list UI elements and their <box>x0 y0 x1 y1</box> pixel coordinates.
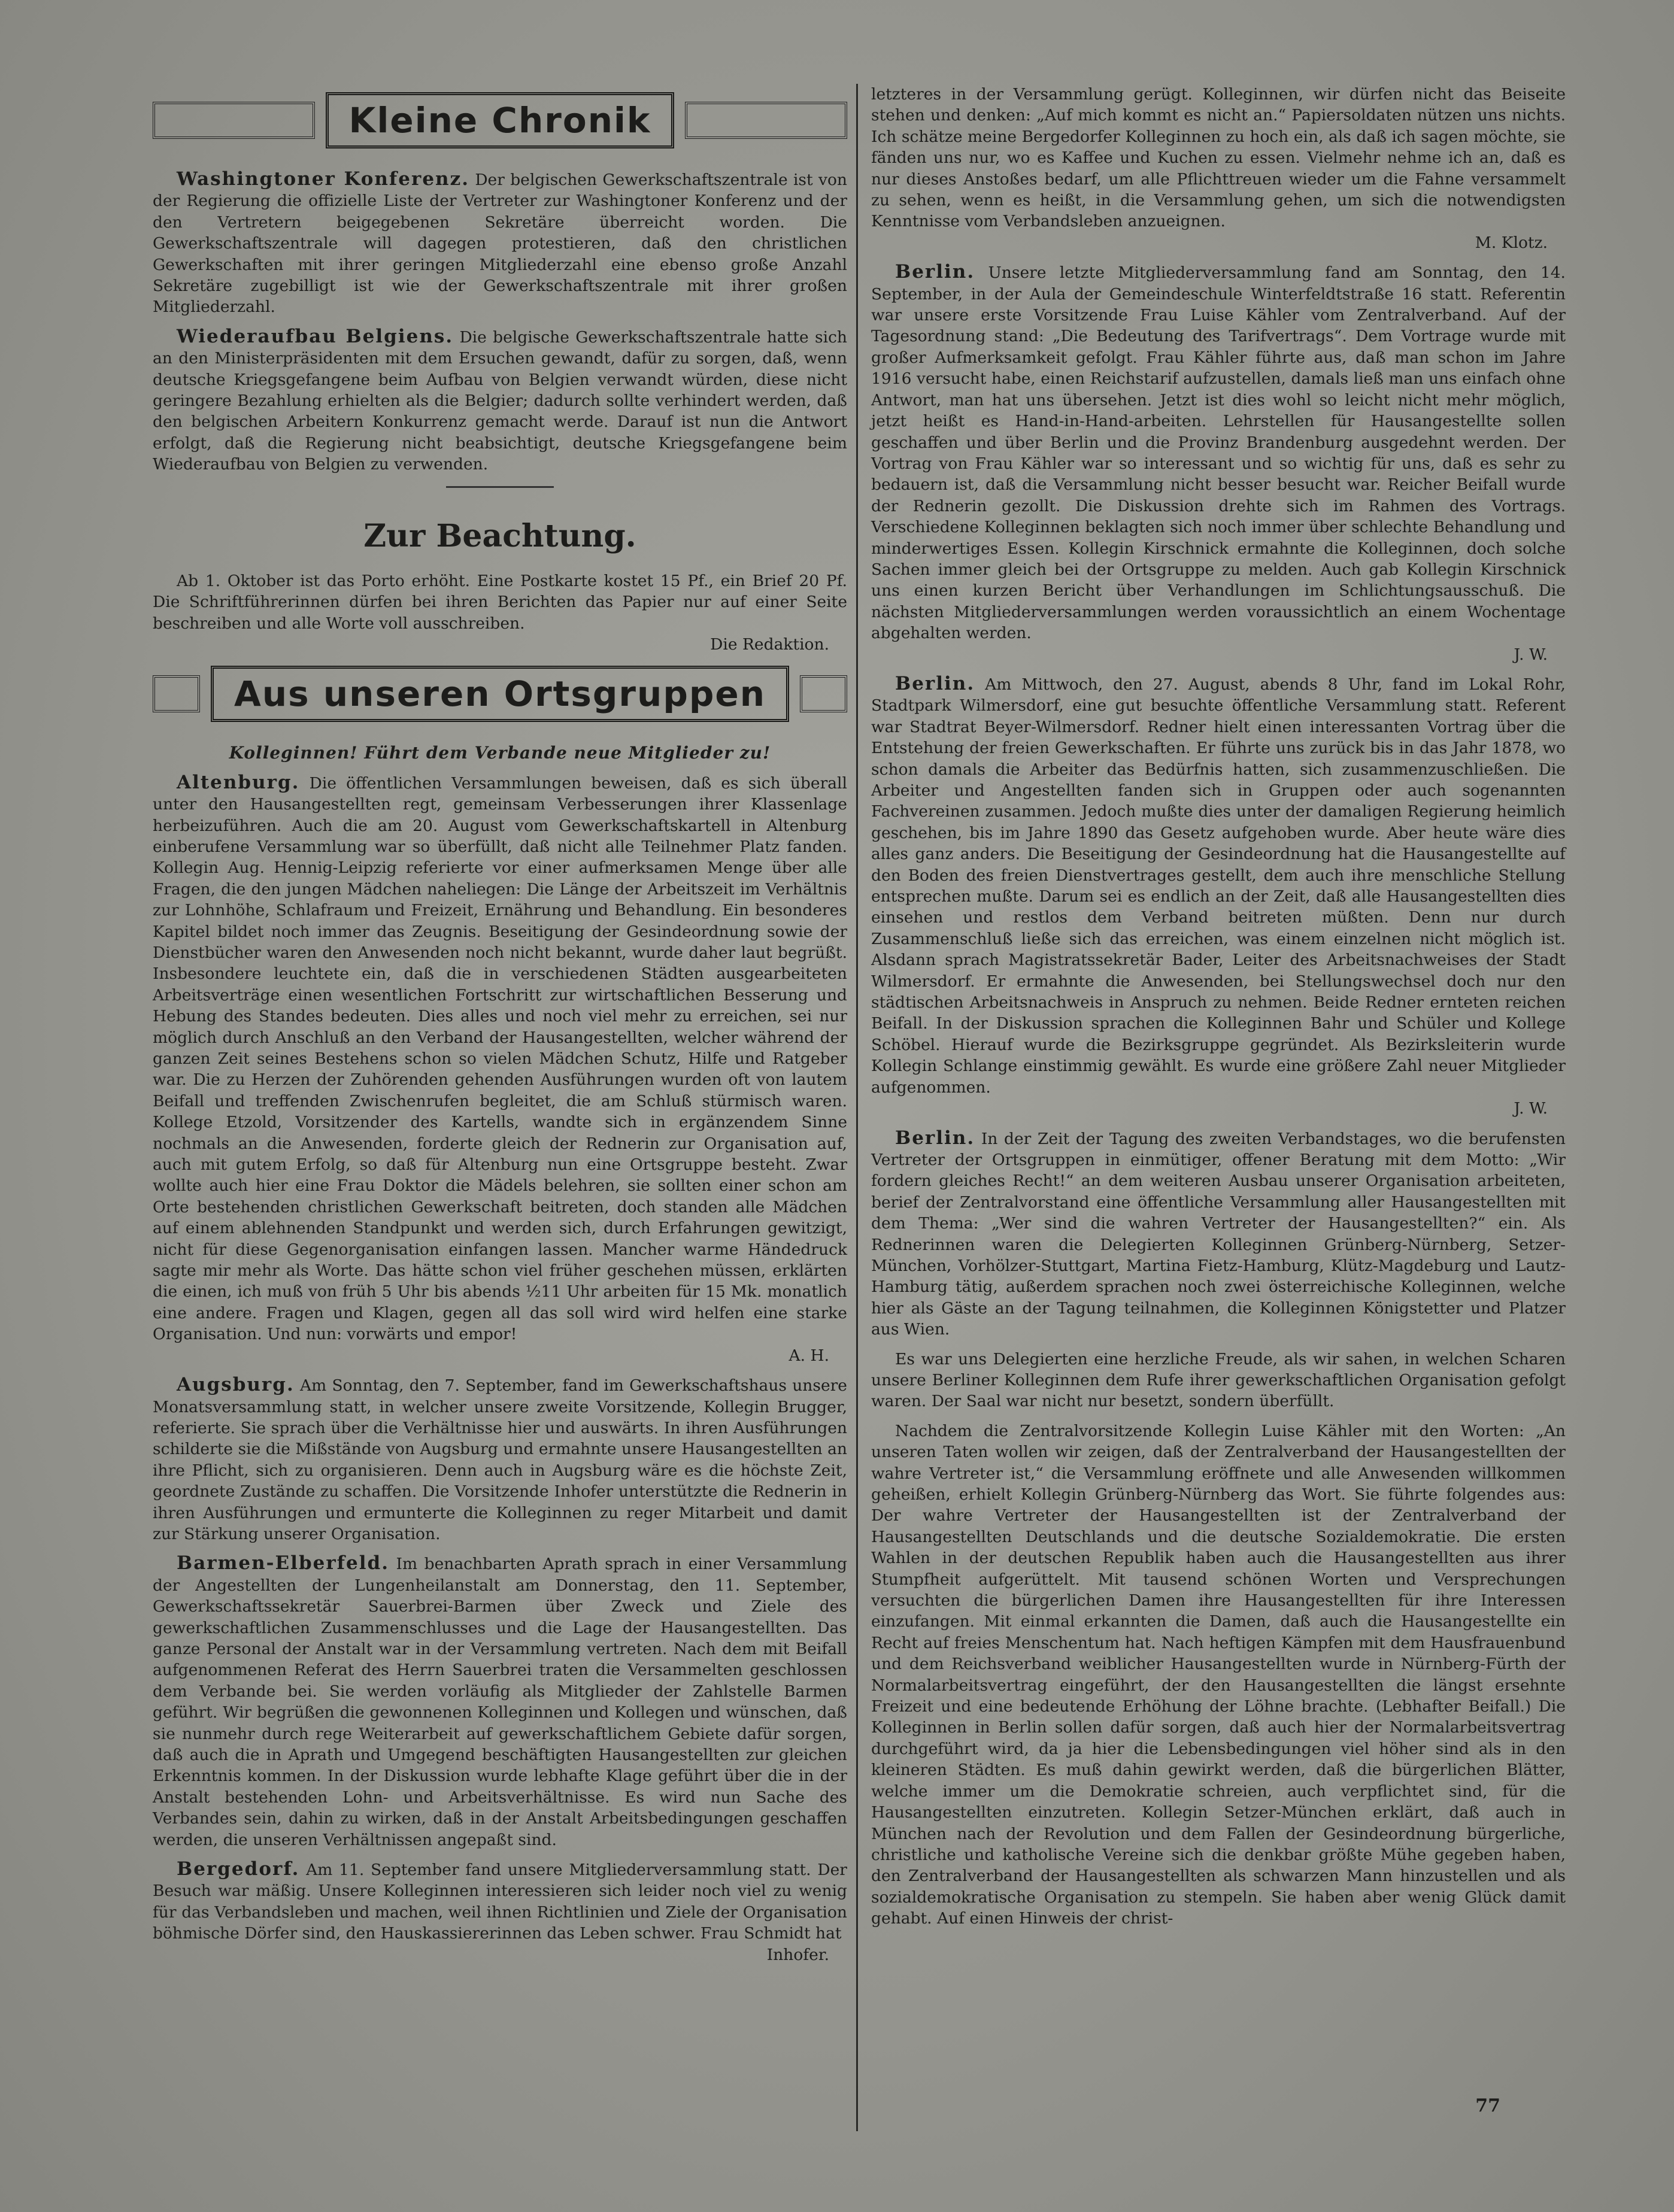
report-bergedorf-lead: Bergedorf. <box>177 1858 300 1880</box>
chronik-washington <box>153 169 847 318</box>
report-bergedorf <box>153 1859 847 1965</box>
report-altenburg-lead: Altenburg. <box>177 771 300 793</box>
report-berlin-1-text: Unsere letzte Mitgliederversammlung fand am Sonntag, den 14. September, in der Aula der Gemeindeschule Winterfeldtstraße 16 statt. Referentin war unsere erste Vorsitzende Frau Luise Kähler vom Zentralverband. Auf der Tagesordnung stand: „Die Bedeutung des Tarifvertrags“. Dem Vortrage wurde mit großer Aufmerksamkeit gefolgt. Frau Kähler führte aus, daß man schon im Jahre 1916 versucht habe, einen Reichstarif aufzustellen, damals ließ man uns einfach ohne Antwort, man hat uns übersehen. Jetzt ist dies wohl so leicht nicht mehr möglich, jetzt heißt es Hand-in-Hand-arbeiten. Lehrstellen für Hausangestellte sollen geschaffen und über Berlin und die Provinz Brandenburg ausgedehnt werden. Der Vortrag von Frau Kähler war so interessant und so wichtig für uns, daß es sehr zu bedauern ist, daß die Versammlung nicht besser besucht war. Reicher Beifall wurde der Rednerin gezollt. Die Diskussion drehte sich im Rahmen des Vortrags. Verschiedene Kolleginnen beklagten sich noch immer über schlechte Behandlung und minderwertiges Essen. Kollegin Kirschnick ermahnte die Kolleginnen, doch solche Sachen immer gleich bei der Ortsgruppe zu melden. Auch gab Kollegin Kirschnick uns einen kurzen Bericht über Verhandlungen im Schlichtungsausschuß. Die nächsten Mitgliederversammlungen werden voraussichtlich an einem Wochentage abgehalten werden. <box>871 263 1566 643</box>
report-bergedorf-cont-signature: M. Klotz. <box>1475 233 1548 252</box>
report-berlin-1 <box>871 262 1566 665</box>
column-divider <box>856 84 858 2131</box>
banner-ornament-left <box>153 102 315 139</box>
report-berlin-1-signature: J. W. <box>1514 645 1548 664</box>
page-number: 77 <box>1475 2095 1500 2116</box>
chronik-washington-lead: Washingtoner Konferenz. <box>177 168 469 190</box>
report-bergedorf-cont-text: letzteres in der Versammlung gerügt. Kolleginnen, wir dürfen nicht das Beiseite stehen und denken: „Auf mich kommt es nicht an.“ Papiersoldaten nützen uns nichts. Ich schätze meine Bergedorfer Kolleginnen zu hoch ein, als daß ich sagen möchte, sie fänden uns nur, wo es Kaffee und Kuchen zu essen. Vielmehr nehme ich an, daß es nur dieses Anstoßes bedarf, um alle Pflichttreuen wieder um die Fahne versammelt zu sehen, wenn es heißt, in die Versammlung gehen, um sich die notwendigsten Kenntnisse vom Verbandsleben anzueignen. <box>871 85 1566 231</box>
report-barmen <box>153 1553 847 1850</box>
report-berlin-2 <box>871 673 1566 1119</box>
beachtung-signature: Die Redaktion. <box>710 635 829 654</box>
report-altenburg-text: Die öffentlichen Versammlungen beweisen, daß es sich überall unter den Hausangestellten regt, gemeinsam Verbesserungen ihrer Klassenlage herbeizuführen. Auch die am 20. August vom Gewerkschaftskartell in Altenburg einberufene Versammlung war so überfüllt, daß nicht alle Teilnehmer Platz fanden. Kollegin Aug. Hennig-Leipzig referierte vor einer aufmerksamen Menge über alle Fragen, die den jungen Mädchen naheliegen: Die Länge der Arbeitszeit im Verhältnis zur Lohnhöhe, Schlafraum und Freizeit, Ernährung und Behandlung. Ein besonderes Kapitel bildet noch immer das Zeugnis. Beseitigung der Gesindeordnung sowie der Dienstbücher waren den Anwesenden noch nicht bekannt, wurde daher laut begrüßt. Insbesondere leuchtete ein, daß die in verschiedenen Städten ausgearbeiteten Arbeitsverträge einen wesentlichen Fortschritt zur wirtschaftlichen Besserung und Hebung des Standes bedeuten. Dies alles und noch viel mehr zu erreichen, sei nur möglich durch Anschluß an den Verband der Hausangestellten, welcher während der ganzen Zeit seines Bestehens schon so vielen Mädchen Schutz, Hilfe und Ratgeber war. Die zu Herzen der Zuhörenden gehenden Ausführungen wurden oft von lautem Beifall und treffenden Zwischenrufen begleitet, die am Schluß stürmisch waren. Kollege Etzold, Vorsitzender des Kartells, wandte sich in ergänzendem Sinne nochmals an die Anwesenden, forderte gleich der Rednerin zur Organisation auf, auch mit gutem Erfolg, so daß für Altenburg nun eine Ortsgruppe besteht. Zwar wollte auch hier eine Frau Doktor die Mädels belehren, sie sollten einer schon am Orte bestehenden christlichen Gewerkschaft beitreten, doch standen alle Mädchen auf einem ablehnenden Standpunkt und werden sich, durch Erfahrungen gewitzigt, nicht für diese Gegenorganisation einfangen lassen. Mancher warme Händedruck sagte mir mehr als Worte. Das hätte schon viel früher geschehen müssen, erklärten die einen, ich muß von früh 5 Uhr bis abends ½11 Uhr arbeiten für 15 Mk. monatlich eine andere. Fragen und Klagen, gegen all das soll wird wird helfen eine starke Organisation. Und nun: vorwärts und empor! <box>153 773 847 1344</box>
report-berlin-3-para-3: Nachdem die Zentralvorsitzende Kollegin Luise Kähler mit den Worten: „An unseren Taten wollen wir zeigen, daß der Zentralverband der Hausangestellten der wahre Vertreter ist,“ die Versammlung eröffnete und alle Anwesenden willkommen geheißen, erhielt Kollegin Grünberg-Nürnberg das Wort. Sie führte folgendes aus: Der wahre Vertreter der Hausangestellten ist der Zentralverband der Hausangestellten Deutschlands und die deutsche Sozialdemokratie. Die ersten Wahlen in der deutschen Republik haben auch die Hausangestellten aus ihrer Stumpfheit aufgerüttelt. Mit tausend schönen Worten und Versprechungen versuchten die bürgerlichen Damen ihre Hausangestellten für ihre Interessen einzufangen. Mit einmal erkannten die Damen, daß auch die Hausangestellte ein Recht auf freies Menschentum hat. Nach heftigen Kämpfen mit dem Hausfrauenbund und dem Reichsverband weiblicher Hausangestellten wurde in Nürnberg-Fürth der Normalarbeitsvertrag eingeführt, der den Hausangestellten die längst ersehnte Freizeit und eine bedeutende Erhöhung der Löhne brachte. (Lebhafter Beifall.) Die Kolleginnen in Berlin sollen dafür sorgen, daß auch hier der Normalarbeitsvertrag durchgeführt wird, da ja hier die Lebensbedingungen viel höher sind als in den kleineren Städten. Es muß dahin gewirkt werden, daß die bürgerlichen Blätter, welche immer um die Demokratie schreien, auch verpflichtet sind, für die Hausangestellten einzutreten. Kollegin Setzer-München erklärt, daß auch in München nach der Revolution und dem Fallen der Gesindeordnung bürgerliche, christliche und katholische Vereine sich die denkbar größte Mühe gegeben haben, den Zentralverband der Hausangestellten als schwarzen Mann hinzustellen und als sozialdemokratische Organisation zu stempeln. Sie haben aber wenig Glück damit gehabt. Auf einen Hinweis der christ- <box>871 1421 1566 1928</box>
ortsgruppen-title: Aus unseren Ortsgruppen <box>211 666 789 722</box>
zur-beachtung-title: Zur Beachtung. <box>363 517 636 554</box>
chronik-washington-text: Der belgischen Gewerkschaftszentrale ist von der Regierung die offizielle Liste der Vertreter zur Washingtoner Konferenz und der den Vertretern beigegebenen Sekretäre überreicht worden. Die Gewerkschaftszentrale will dagegen protestieren, daß den christlichen Gewerkschaften mit ihrer geringen Mitgliederzahl eine ebenso große Anzahl Sekretäre zugebilligt ist wie der Gewerkschaftszentrale mit ihrer großen Mitgliederzahl. <box>153 171 847 317</box>
report-berlin-3-lead: Berlin. <box>895 1127 975 1149</box>
banner-ornament-left <box>153 675 200 712</box>
report-berlin-2-lead: Berlin. <box>895 672 975 694</box>
report-augsburg-text: Am Sonntag, den 7. September, fand im Gewerkschaftshaus unsere Monatsversammlung statt, in welcher unsere zweite Vorsitzende, Kollegin Brugger, referierte. Sie sprach über die Verhältnisse hier und auswärts. In ihren Ausführungen schilderte sie die Mißstände von Augsburg und ermahnte unsere Hausangestellten an ihre Pflicht, sich zu organisieren. Denn auch in Augsburg wäre es die höchste Zeit, geordnete Zustände zu schaffen. Die Vorsitzende Inhofer unterstützte die Rednerin in ihren Ausführungen und ermunterte die Kolleginnen zu reger Mitarbeit und damit zur Stärkung unserer Organisation. <box>153 1376 847 1543</box>
report-berlin-3-text-1: In der Zeit der Tagung des zweiten Verbandstages, wo die berufensten Vertreter der Ortsgruppen in einmütiger, offener Beratung mit dem Motto: „Wir fordern gleiches Recht!“ an dem weiteren Ausbau unserer Organisation arbeiteten, berief der Zentralvorstand eine öffentliche Versammlung aller Hausangestellten mit dem Thema: „Wer sind die wahren Vertreter der Hausangestellten?“ ein. Als Rednerinnen waren die Delegierten Kolleginnen Grünberg-Nürnberg, Setzer-München, Vorhölzer-Stuttgart, Martina Fietz-Hamburg, Klütz-Magdeburg und Lautz-Hamburg tätig, außerdem sprachen noch zwei österreichische Kolleginnen, welche hier als Gäste an der Tagung teilnahmen, die Kolleginnen Königstetter und Platzer aus Wien. <box>871 1129 1566 1339</box>
right-column <box>871 84 1566 1938</box>
section-rule <box>446 486 554 488</box>
report-berlin-3 <box>871 1128 1566 1340</box>
ortsgruppen-banner <box>153 663 847 724</box>
report-berlin-1-lead: Berlin. <box>895 261 975 283</box>
report-augsburg <box>153 1374 847 1545</box>
report-altenburg-signature: A. H. <box>789 1346 829 1365</box>
report-berlin-2-text: Am Mittwoch, den 27. August, abends 8 Uhr, fand im Lokal Rohr, Stadtpark Wilmersdorf, eine gut besuchte öffentliche Versammlung statt. Referent war Stadtrat Beyer-Wilmersdorf. Redner hielt einen interessanten Vortrag über die Entstehung der freien Gewerkschaften. Er führte uns zurück bis in das Jahr 1878, wo schon damals die Arbeiter das Bedürfnis hatten, sich zusammenzuschließen. Die Arbeiter und Angestellten fanden sich in Gruppen oder auch sogenannten Fachvereinen zusammen. Jedoch mußte dies unter der damaligen Regierung heimlich geschehen, bis im Jahre 1890 das Gesetz aufgehoben wurde. Aber heute wäre dies alles ganz anders. Die Beseitigung der Gesindeordnung hat die Hausangestellte auf den Boden des freien Dienstvertrages gestellt, dem auch ihre menschliche Stellung entsprechen mußte. Darum sei es endlich an der Zeit, daß alle Hausangestellten dies einsehen und restlos dem Verband beitreten müßten. Denn nur durch Zusammenschluß ließe sich das erreichen, was einem einzelnen nicht möglich ist. Alsdann sprach Magistratssekretär Bader, Leiter des Arbeitsnachweises der Stadt Wilmersdorf. Er ermahnte die Anwesenden, bei Stellungswechsel doch nur den städtischen Arbeitsnachweis in Anspruch zu nehmen. Beide Redner ernteten reichen Beifall. In der Diskussion sprachen die Kolleginnen Bahr und Schüler und Kollege Schöbel. Hierauf wurde die Bezirksgruppe gegründet. Als Bezirksleiterin wurde Kollegin Schlange einstimmig gewählt. Es wurde eine größere Zahl neuer Mitglieder aufgenommen. <box>871 675 1566 1097</box>
report-bergedorf-continued <box>871 84 1566 253</box>
banner-ornament-right <box>685 102 847 139</box>
chronik-belgien-text: Die belgische Gewerkschaftszentrale hatte sich an den Ministerpräsidenten mit dem Ersuchen gewandt, dafür zu sorgen, daß, wenn deutsche Kriegsgefangene beim Aufbau von Belgien verwandt würden, diese nicht geringere Bezahlung erhielten als die Belgier; dadurch sollte verhindert werden, daß den belgischen Arbeitern Konkurrenz gemacht werde. Darauf ist nun die Antwort erfolgt, daß die Regierung nicht beabsichtigt, deutsche Kriegsgefangene beim Wiederaufbau von Belgien zu verwenden. <box>153 327 847 474</box>
report-berlin-2-signature: J. W. <box>1514 1099 1548 1118</box>
report-barmen-text: Im benachbarten Aprath sprach in einer Versammlung der Angestellten der Lungenheilanstalt am Donnerstag, den 11. September, Gewerkschaftssekretär Sauerbrei-Barmen über Zweck und Ziele des gewerkschaftlichen Zusammenschlusses und die Lage der Hausangestellten. Das ganze Personal der Anstalt war in der Versammlung vertreten. Nach dem mit Beifall aufgenommenen Referat des Herrn Sauerbrei traten die Versammelten geschlossen dem Verbande bei. Sie werden vorläufig als Mitglieder der Zahlstelle Barmen geführt. Wir begrüßen die gewonnenen Kolleginnen und Kollegen und wünschen, daß sie nunmehr durch rege Weiterarbeit auf gewerkschaftlichem Gebiete dafür sorgen, daß auch die in Aprath und Umgegend beschäftigten Hausangestellten zur gleichen Erkenntnis kommen. In der Diskussion wurde lebhafte Klage geführt über die in der Anstalt bestehenden Lohn- und Arbeitsverhältnisse. Es wird nun Sache des Verbandes sein, dahin zu wirken, daß in der Anstalt Arbeitsbedingungen geschaffen werden, die unseren Verhältnissen angepaßt sind. <box>153 1555 847 1849</box>
banner-ornament-right <box>800 675 847 712</box>
report-barmen-lead: Barmen-Elberfeld. <box>177 1552 389 1574</box>
beachtung-text: Ab 1. Oktober ist das Porto erhöht. Eine Postkarte kostet 15 Pf., ein Brief 20 Pf. Die Schriftführerinnen dürfen bei ihren Berichten das Papier nur auf einer Seite beschreiben und alle Worte voll ausschreiben. <box>153 571 847 633</box>
chronik-belgien-lead: Wiederaufbau Belgiens. <box>177 325 454 347</box>
kleine-chronik-title: Kleine Chronik <box>326 92 675 148</box>
recruitment-slogan: Kolleginnen! Führt dem Verbande neue Mitglieder zu! <box>229 743 771 763</box>
report-bergedorf-text: Am 11. September fand unsere Mitgliederversammlung statt. Der Besuch war mäßig. Unsere Kolleginnen interessieren sich leider noch viel zu wenig für das Verbandsleben und machen, weil ihnen Richtlinien und Ziele der Organisation böhmische Dörfer sind, den Hauskassiererinnen das Leben schwer. Frau Schmidt hat <box>153 1861 847 1943</box>
report-bergedorf-signature: Inhofer. <box>766 1945 829 1964</box>
beachtung-notice <box>153 571 847 656</box>
chronik-belgien <box>153 326 847 475</box>
report-altenburg <box>153 772 847 1366</box>
report-berlin-3-para-2: Es war uns Delegierten eine herzliche Freude, als wir sahen, in welchen Scharen unsere Berliner Kolleginnen dem Rufe ihrer gewerkschaftlichen Organisation gefolgt waren. Der Saal war nicht nur besetzt, sondern überfüllt. <box>871 1349 1566 1411</box>
left-column <box>153 84 847 1974</box>
report-augsburg-lead: Augsburg. <box>177 1374 295 1396</box>
kleine-chronik-banner <box>153 90 847 151</box>
